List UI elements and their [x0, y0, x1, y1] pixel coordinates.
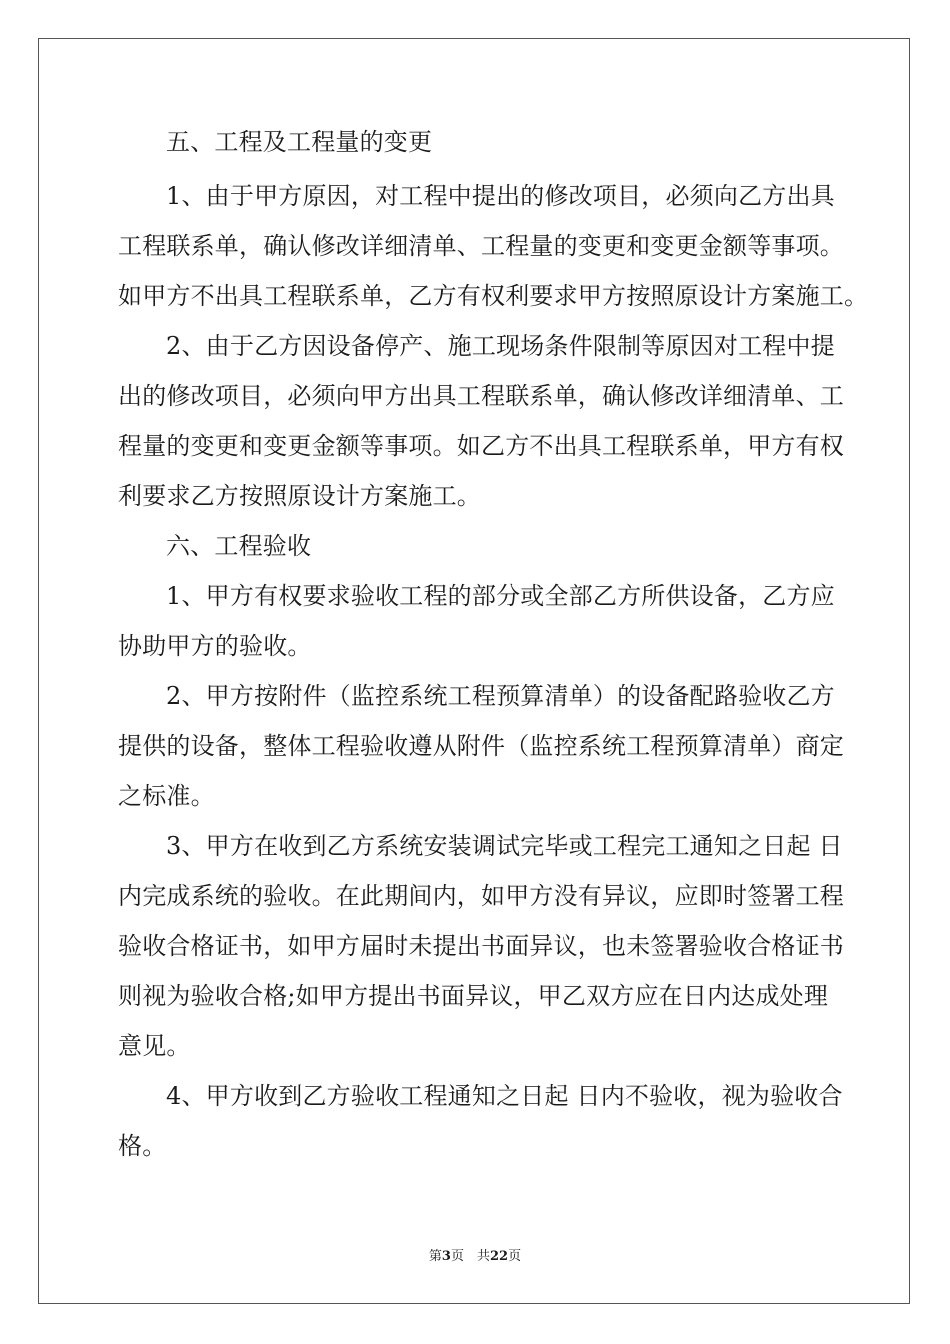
page-number: 3: [441, 1249, 451, 1264]
paragraph-line: 则视为验收合格;如甲方提出书面异议，甲乙双方应在日内达成处理: [118, 982, 829, 1010]
page-footer: [0, 1248, 950, 1266]
paragraph-line: 工程联系单，确认修改详细清单、工程量的变更和变更金额等事项。: [118, 232, 844, 260]
paragraph-line: 协助甲方的验收。: [118, 632, 312, 660]
paragraph-line: 如甲方不出具工程联系单，乙方有权利要求甲方按照原设计方案施工。: [118, 282, 869, 310]
footer-prefix: 第: [428, 1249, 442, 1264]
footer-suffix: 页: [508, 1249, 522, 1264]
section-heading: 六、工程验收: [166, 532, 312, 560]
paragraph-line: 之标准。: [118, 782, 215, 810]
paragraph-line: 1、甲方有权要求验收工程的部分或全部乙方所供设备，乙方应: [166, 582, 835, 610]
paragraph-line: 内完成系统的验收。在此期间内，如甲方没有异议，应即时签署工程: [118, 882, 844, 910]
total-pages: 22: [489, 1249, 509, 1264]
paragraph-line: 2、甲方按附件（监控系统工程预算清单）的设备配路验收乙方: [166, 682, 835, 710]
paragraph-line: 4、甲方收到乙方验收工程通知之日起 日内不验收，视为验收合: [166, 1082, 843, 1110]
paragraph-line: 提供的设备，整体工程验收遵从附件（监控系统工程预算清单）商定: [118, 732, 844, 760]
paragraph-line: 利要求乙方按照原设计方案施工。: [118, 482, 481, 510]
footer-mid: 页 共: [450, 1249, 490, 1264]
paragraph-line: 验收合格证书，如甲方届时未提出书面异议，也未签署验收合格证书: [118, 932, 844, 960]
paragraph-line: 意见。: [118, 1032, 191, 1060]
paragraph-line: 2、由于乙方因设备停产、施工现场条件限制等原因对工程中提: [166, 332, 835, 360]
section-heading: 五、工程及工程量的变更: [166, 128, 433, 156]
page-border: [38, 38, 910, 1304]
paragraph-line: 格。: [118, 1132, 167, 1160]
paragraph-line: 出的修改项目，必须向甲方出具工程联系单，确认修改详细清单、工: [118, 382, 844, 410]
paragraph-line: 1、由于甲方原因，对工程中提出的修改项目，必须向乙方出具: [166, 182, 835, 210]
paragraph-line: 程量的变更和变更金额等事项。如乙方不出具工程联系单，甲方有权: [118, 432, 844, 460]
paragraph-line: 3、甲方在收到乙方系统安装调试完毕或工程完工通知之日起 日: [166, 832, 843, 860]
